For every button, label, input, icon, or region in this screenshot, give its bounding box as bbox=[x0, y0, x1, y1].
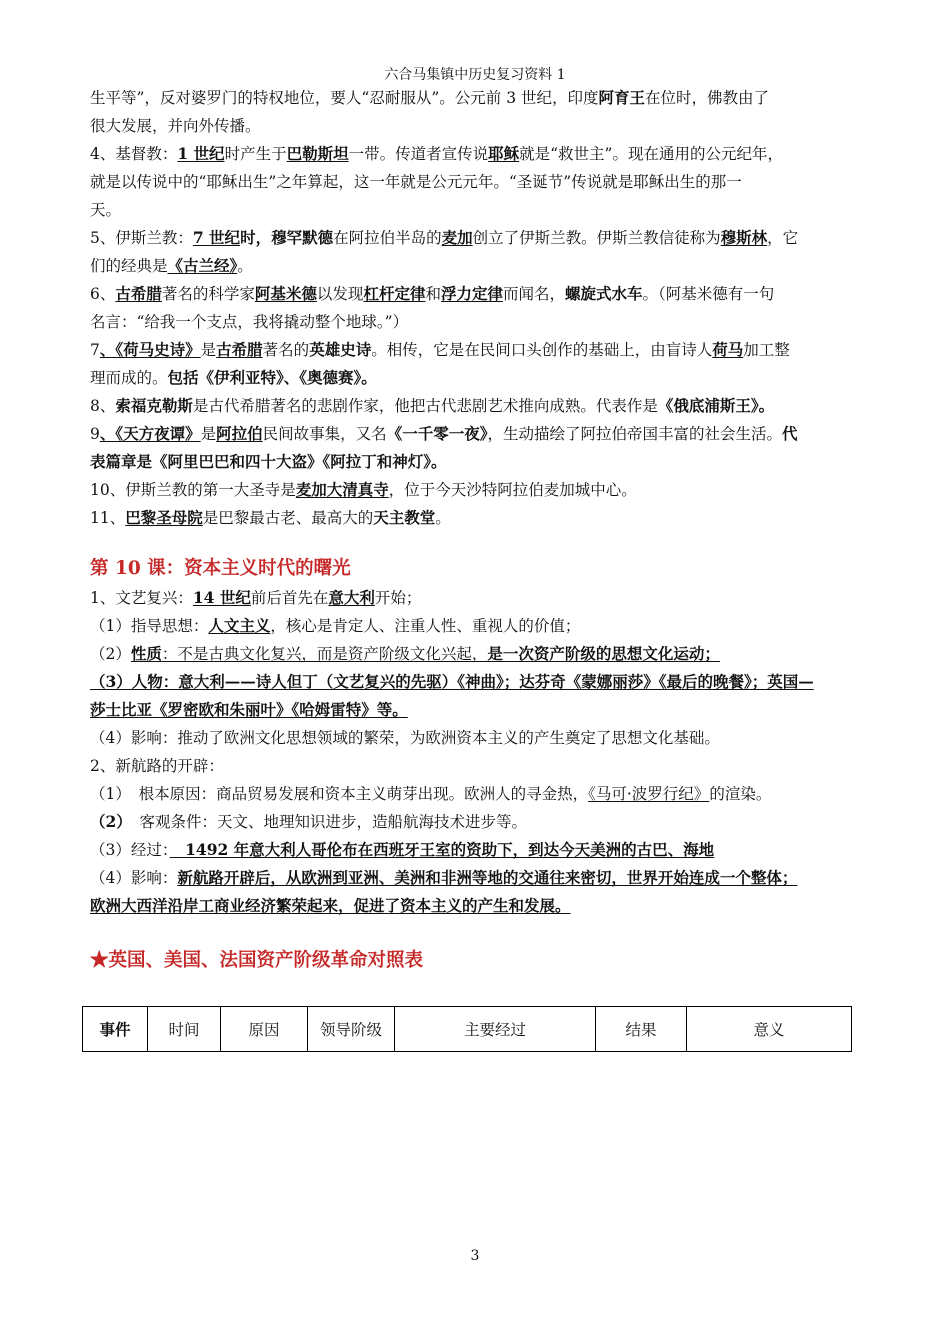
text-run: 《俄底浦斯王》。 bbox=[657, 396, 775, 415]
text-run: 螺旋式水车 bbox=[565, 284, 643, 303]
text-run: 以发现 bbox=[316, 285, 364, 303]
text-run: 古希腊 bbox=[115, 284, 162, 303]
text-line bbox=[90, 836, 862, 864]
text-line bbox=[90, 308, 862, 336]
text-line bbox=[90, 112, 862, 140]
text-run: 、《荷马史诗》 bbox=[99, 340, 201, 359]
text-run: 《一千零一夜》 bbox=[386, 424, 488, 443]
text-run: 是 bbox=[200, 341, 217, 359]
text-run: 民间故事集，又名 bbox=[262, 425, 387, 443]
text-run: 耶稣 bbox=[488, 144, 520, 163]
text-run: 5、伊斯兰教： bbox=[90, 229, 193, 247]
text-run: 11、 bbox=[90, 509, 126, 527]
text-run: 天。 bbox=[90, 201, 122, 219]
table-heading: ★英国、美国、法国资产阶级革命对照表 bbox=[90, 950, 424, 971]
text-line bbox=[90, 668, 862, 696]
text-run: 荷马 bbox=[712, 340, 744, 359]
text-line bbox=[90, 476, 862, 504]
text-run: 开始； bbox=[374, 589, 422, 607]
table-header-row bbox=[83, 1007, 852, 1052]
text-run: 10、伊斯兰教的第一大圣寺是 bbox=[90, 481, 296, 499]
text-run: ，生动描绘了阿拉伯帝国丰富的社会生活。 bbox=[487, 425, 782, 443]
text-run: 麦加大清真寺 bbox=[295, 480, 389, 499]
text-run: 性质 bbox=[130, 644, 162, 663]
table-header-cell: 意义 bbox=[687, 1007, 852, 1052]
text-run: 人文主义 bbox=[208, 616, 271, 635]
text-run: 。相传，它是在民间口头创作的基础上，由盲诗人 bbox=[371, 341, 713, 359]
text-line bbox=[90, 392, 862, 420]
text-run: ，它 bbox=[767, 229, 799, 247]
text-run: 1492 年意大利人哥伦布在西班牙王室的资助下，到达今天美洲的古巴、海地 bbox=[169, 840, 715, 859]
table-header-cell: 时间 bbox=[148, 1007, 221, 1052]
text-line bbox=[90, 780, 862, 808]
text-run: 时产生于 bbox=[224, 145, 287, 163]
table-header-cell: 事件 bbox=[83, 1007, 148, 1052]
text-run: 、《天方夜谭》 bbox=[99, 424, 201, 443]
text-run: 代 bbox=[781, 424, 798, 443]
text-run: 8、 bbox=[90, 397, 116, 415]
text-run: 2、新航路的开辟： bbox=[90, 757, 224, 775]
table-header-cell: 主要经过 bbox=[395, 1007, 596, 1052]
text-line bbox=[90, 448, 862, 476]
text-run: 和 bbox=[425, 285, 441, 303]
text-run: 新航路开辟后，从欧洲到亚洲、美洲和非洲等地的交通往来密切，世界开始连成一个整体； bbox=[177, 868, 798, 887]
text-run: 们的经典是 bbox=[90, 257, 168, 275]
text-run: 而闻名， bbox=[502, 285, 565, 303]
text-run: 很大发展，并向外传播。 bbox=[90, 117, 261, 135]
text-run: ，核心是肯定人、注重人性、重视人的价值； bbox=[270, 617, 581, 635]
table-header-cell: 结果 bbox=[596, 1007, 687, 1052]
text-line bbox=[90, 612, 862, 640]
text-run: 1 世纪 bbox=[177, 144, 225, 163]
text-run: 表篇章是《阿里巴巴和四十大盗》《阿拉丁和神灯》。 bbox=[90, 452, 447, 471]
text-line bbox=[90, 168, 862, 196]
text-line bbox=[90, 504, 862, 532]
comparison-table bbox=[82, 1006, 852, 1052]
text-line bbox=[90, 252, 862, 280]
text-run: ：不是古典文化复兴，而是资产阶级文化兴起， bbox=[161, 645, 488, 663]
text-run: 英雄史诗 bbox=[309, 340, 372, 359]
text-line bbox=[90, 752, 862, 780]
text-run: （4）影响：推动了欧洲文化思想领域的繁荣，为欧洲资本主义的产生奠定了思想文化基础。 bbox=[90, 729, 720, 747]
text-line bbox=[90, 640, 862, 668]
text-run: 9 bbox=[90, 425, 100, 443]
text-run: 生平等”，反对婆罗门的特权地位，要人“忍耐服从”。公元前 3 世纪，印度 bbox=[90, 89, 599, 107]
text-run: 1、文艺复兴： bbox=[90, 589, 193, 607]
text-run: 《马可·波罗行纪》 bbox=[588, 785, 710, 803]
text-run: （3）经过： bbox=[90, 841, 170, 859]
text-run: 在位时，佛教由了 bbox=[645, 89, 770, 107]
text-run: 著名的科学家 bbox=[161, 285, 255, 303]
text-run: 是古代希腊著名的悲剧作家，他把古代悲剧艺术推向成熟。代表作是 bbox=[192, 397, 658, 415]
text-run: 著名的 bbox=[262, 341, 310, 359]
text-run: 索福克勒斯 bbox=[115, 396, 193, 415]
table-header-cell: 原因 bbox=[221, 1007, 308, 1052]
document-body bbox=[90, 84, 862, 976]
text-run: 一带。传道者宣传说 bbox=[348, 145, 489, 163]
text-line bbox=[90, 892, 862, 920]
text-run: 创立了伊斯兰教。伊斯兰教信徒称为 bbox=[472, 229, 721, 247]
text-run: 名言：“给我一个支点，我将撬动整个地球。”） bbox=[90, 313, 409, 331]
text-run: 在阿拉伯半岛的 bbox=[333, 229, 442, 247]
text-run: 。 bbox=[435, 509, 451, 527]
text-run: 巴黎圣母院 bbox=[125, 508, 203, 527]
text-run: （1） 根本原因：商品贸易发展和资本主义萌芽出现。欧洲人的寻金热， bbox=[90, 785, 589, 803]
text-run: 。 bbox=[237, 257, 253, 275]
lesson-heading: 第 10 课：资本主义时代的曙光 bbox=[90, 558, 351, 579]
text-run: 杠杆定律 bbox=[363, 284, 426, 303]
text-line bbox=[90, 336, 862, 364]
text-run: 意大利 bbox=[328, 588, 375, 607]
table-header-cell: 领导阶级 bbox=[308, 1007, 395, 1052]
text-run: 客观条件：天文、地理知识进步，造船航海技术进步等。 bbox=[124, 813, 528, 831]
text-run: （3）人物：意大利——诗人但丁（文艺复兴的先驱）《神曲》；达芬奇《蒙娜丽莎》《最后的晚餐》；英国— bbox=[90, 672, 814, 691]
text-line bbox=[90, 724, 862, 752]
text-run: （1）指导思想： bbox=[90, 617, 209, 635]
text-line bbox=[90, 420, 862, 448]
text-run: 欧洲大西洋沿岸工商业经济繁荣起来，促进了资本主义的产生和发展。 bbox=[90, 896, 571, 915]
text-run: 是 bbox=[200, 425, 217, 443]
page-header: 六合马集镇中历史复习资料 1 bbox=[384, 67, 566, 83]
text-run: 。（阿基米德有一句 bbox=[642, 285, 775, 303]
text-run: 巴勒斯坦 bbox=[286, 144, 349, 163]
text-run: 理而成的。 bbox=[90, 369, 168, 387]
text-run: 就是以传说中的“耶稣出生”之年算起，这一年就是公元元年。“圣诞节”传说就是耶稣出生的那一 bbox=[90, 173, 742, 191]
text-run: 麦加 bbox=[441, 228, 473, 247]
text-run: 穆斯林 bbox=[720, 228, 768, 247]
text-line bbox=[90, 280, 862, 308]
text-run: （2） bbox=[90, 812, 125, 831]
text-line bbox=[90, 364, 862, 392]
text-run: 阿基米德 bbox=[254, 284, 317, 303]
text-run: 浮力定律 bbox=[440, 284, 503, 303]
text-run: 古希腊 bbox=[216, 340, 263, 359]
text-run: 阿育王 bbox=[598, 88, 646, 107]
text-run: 天主教堂 bbox=[373, 508, 436, 527]
text-run: 14 世纪 bbox=[192, 588, 251, 607]
text-run: 就是“救世主”。现在通用的公元纪年， bbox=[519, 145, 783, 163]
text-run: （2） bbox=[90, 645, 131, 663]
text-run: 加工整 bbox=[743, 341, 790, 359]
text-line bbox=[90, 224, 862, 252]
text-run: 7 世纪 bbox=[192, 228, 241, 247]
text-run: 《古兰经》 bbox=[167, 256, 238, 275]
text-line bbox=[90, 140, 862, 168]
text-run: 4、基督教： bbox=[90, 145, 178, 163]
text-run: 是巴黎最古老、最高大的 bbox=[202, 509, 374, 527]
text-line bbox=[90, 196, 862, 224]
text-run: 包括《伊利亚特》、《奥德赛》。 bbox=[167, 368, 377, 387]
text-line bbox=[90, 864, 862, 892]
text-run: 6、 bbox=[90, 285, 116, 303]
text-run: 是一次资产阶级的思想文化运动； bbox=[487, 644, 720, 663]
text-line bbox=[90, 808, 862, 836]
text-run: 阿拉伯 bbox=[216, 424, 263, 443]
text-run: 7 bbox=[90, 341, 100, 359]
text-run: 前后首先在 bbox=[250, 589, 329, 607]
text-run: 的渲染。 bbox=[709, 785, 772, 803]
text-run: 穆罕默德 bbox=[271, 228, 334, 247]
text-run: ，位于今天沙特阿拉伯麦加城中心。 bbox=[388, 481, 637, 499]
page-number: 3 bbox=[470, 1248, 480, 1264]
text-line bbox=[90, 584, 862, 612]
text-run: （4）影响： bbox=[90, 869, 178, 887]
text-line bbox=[90, 696, 862, 724]
text-run: 莎士比亚《罗密欧和朱丽叶》《哈姆雷特》等。 bbox=[90, 700, 408, 719]
text-run: 时， bbox=[240, 228, 272, 247]
text-line bbox=[90, 84, 862, 112]
